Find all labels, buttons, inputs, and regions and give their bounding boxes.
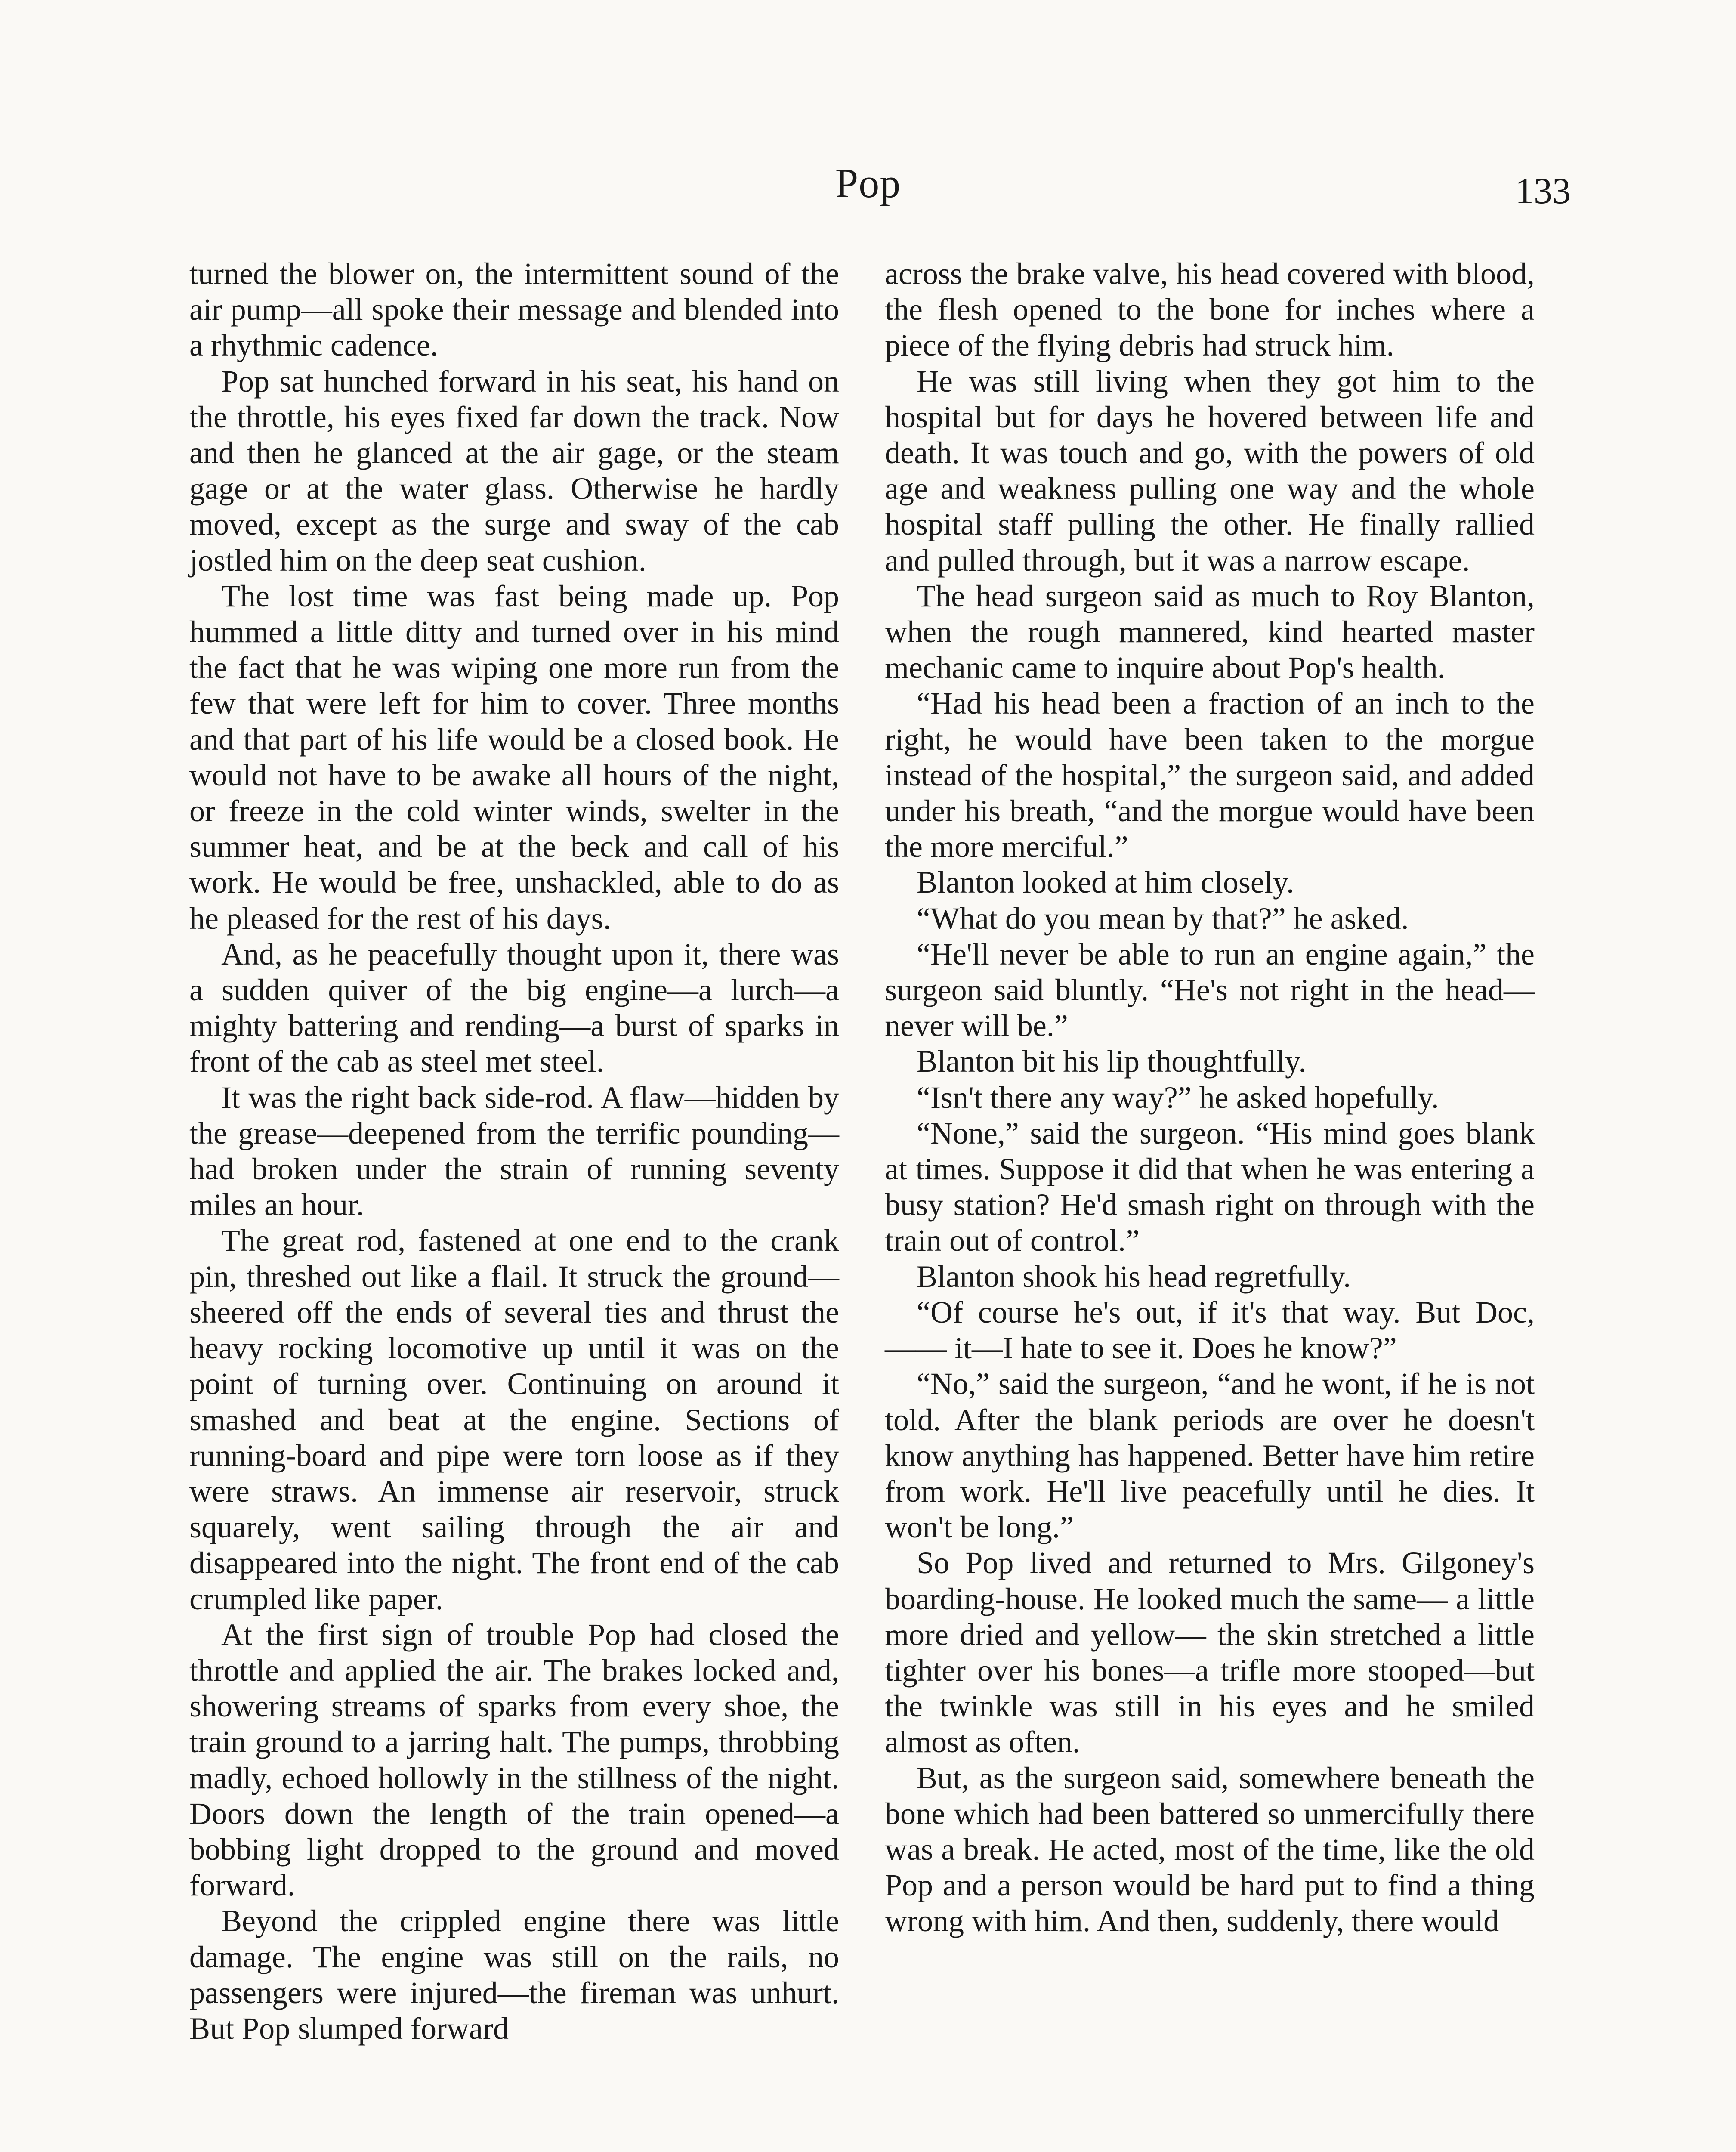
- paragraph: So Pop lived and returned to Mrs. Gilgoney's boarding-house. He looked much the same— a little more dried and yellow— the skin stretched a little tighter over his bones—a trifle more stooped—but the twinkle was still in his eyes and he smiled almost as often.: [885, 1546, 1535, 1759]
- paragraph: He was still living when they got him to the hospital but for days he hovered between life and death. It was touch and go, with the powers of old age and weakness pulling one way and the whole hospital staff pulling the other. He finally rallied and pulled through, but it was a narrow escape.: [885, 364, 1535, 578]
- paragraph: And, as he peacefully thought upon it, there was a sudden quiver of the big engine—a lurch—a mighty battering and rending—a burst of sparks in front of the cab as steel met steel.: [189, 937, 839, 1079]
- paragraph: The great rod, fastened at one end to the crank pin, threshed out like a flail. It struck the ground—sheered off the ends of several ties and thrust the heavy rocking locomotive up until it was on the point of turning over. Continuing on around it smashed and beat at the engine. Sections of running-board and pipe were torn loose as if they were straws. An immense air reservoir, struck squarely, went sailing through the air and disappeared into the night. The front end of the cab crumpled like paper.: [189, 1223, 839, 1616]
- paragraph: “What do you mean by that?” he asked.: [917, 901, 1409, 936]
- page-number: 133: [1515, 170, 1571, 211]
- paragraph: Beyond the crippled engine there was little damage. The engine was still on the rails, no passengers were injured—the fireman was unhurt. But Pop slumped forward: [189, 1904, 839, 2046]
- paragraph: “None,” said the surgeon. “His mind goes blank at times. Suppose it did that when he was entering a busy station? He'd smash right on through with the train out of control.”: [885, 1116, 1535, 1258]
- paragraph: Pop sat hunched forward in his seat, his hand on the throttle, his eyes fixed far down the track. Now and then he glanced at the air gage, or the steam gage or at the water glass. Otherwise he hardly moved, except as the surge and sway of the cab jostled him on the deep seat cushion.: [189, 364, 839, 578]
- paragraph: Blanton bit his lip thoughtfully.: [917, 1044, 1307, 1079]
- paragraph: At the first sign of trouble Pop had closed the throttle and applied the air. The brakes locked and, showering streams of sparks from every shoe, the train ground to a jarring halt. The pumps, throbbing madly, echoed hollowly in the stillness of the night. Doors down the length of the train opened—a bobbing light dropped to the ground and moved forward.: [189, 1617, 839, 1903]
- paragraph: “He'll never be able to run an engine again,” the surgeon said bluntly. “He's not right in the head—never will be.”: [885, 937, 1535, 1043]
- right-column: [885, 256, 1535, 1939]
- paragraph: The head surgeon said as much to Roy Blanton, when the rough mannered, kind hearted master mechanic came to inquire about Pop's health.: [885, 578, 1535, 685]
- paragraph: across the brake valve, his head covered with blood, the flesh opened to the bone for inches where a piece of the flying debris had struck him.: [885, 257, 1535, 363]
- paragraph: “No,” said the surgeon, “and he wont, if he is not told. After the blank periods are over he doesn't know anything has happened. Better have him retire from work. He'll live peacefully until he dies. It won't be long.”: [885, 1367, 1535, 1545]
- paragraph: Blanton looked at him closely.: [917, 865, 1294, 900]
- page-title: Pop: [835, 160, 901, 206]
- paragraph: The lost time was fast being made up. Pop hummed a little ditty and turned over in his mind the fact that he was wiping one more run from the few that were left for him to cover. Three months and that part of his life would be a closed book. He would not have to be awake all hours of the night, or freeze in the cold winter winds, swelter in the summer heat, and be at the beck and call of his work. He would be free, unshackled, able to do as he pleased for the rest of his days.: [189, 578, 839, 936]
- paragraph: turned the blower on, the intermittent sound of the air pump—all spoke their message and blended into a rhythmic cadence.: [189, 257, 839, 363]
- paragraph: Blanton shook his head regretfully.: [917, 1259, 1351, 1294]
- paragraph: “Isn't there any way?” he asked hopefully.: [917, 1080, 1439, 1115]
- paragraph: “Had his head been a fraction of an inch to the right, he would have been taken to the morgue instead of the hospital,” the surgeon said, and added under his breath, “and the morgue would have been the more merciful.”: [885, 686, 1535, 864]
- paragraph: It was the right back side-rod. A flaw—hidden by the grease—deepened from the terrific pounding—had broken under the strain of running seventy miles an hour.: [189, 1080, 839, 1222]
- paragraph: But, as the surgeon said, somewhere beneath the bone which had been battered so unmercifully there was a break. He acted, most of the time, like the old Pop and a person would be hard put to find a thing wrong with him. And then, suddenly, there would: [885, 1760, 1535, 1939]
- left-column: [189, 256, 839, 2047]
- paragraph: “Of course he's out, if it's that way. But Doc, —— it—I hate to see it. Does he know?”: [885, 1295, 1535, 1366]
